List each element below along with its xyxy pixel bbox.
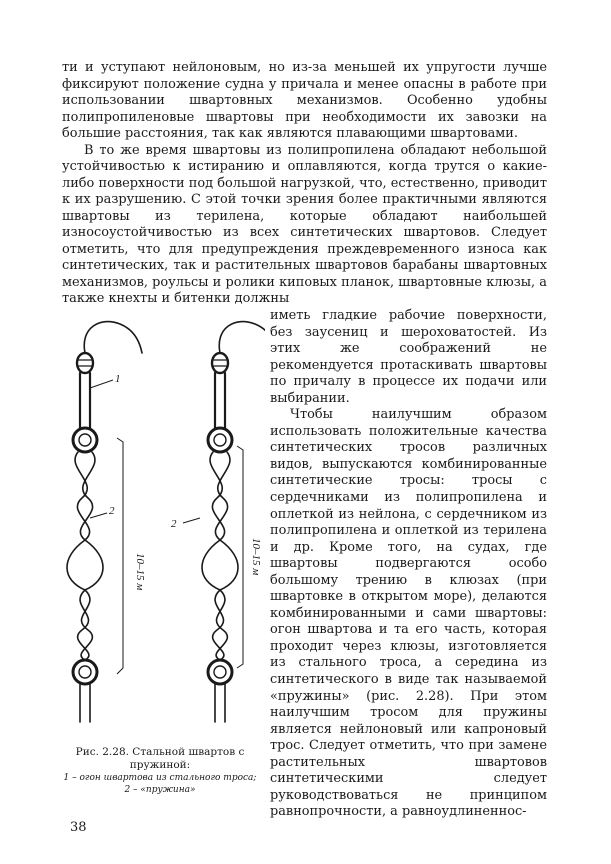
page-number: 38 — [70, 820, 87, 835]
mooring-line-drawing — [55, 318, 265, 728]
paragraph: ти и уступают нейлоновым, но из-за меньшей их упругости лучше фиксируют положение судна у причала и менее опасны в работе при использовании швартовных механизмов. Особенно удобны полипропиленовые швартовы при необходимости их завозки на большие расстояния, так как являются плавающими швартовами. — [62, 60, 547, 141]
paragraph: Чтобы наилучшим образом использовать положительные качества синтетических тросов различных видов, выпускаются комбинированные синтетические тросы: тросы с сердечниками из полипропилена и оплеткой из нейлона, с сердечником из полипропилена и оплеткой из терилена и др. Кроме того, на судах, где швартовы подвергаются особо большому трению в клюзах (при швартовке в открытом море), делаются комбинированными и сами швартовы: огон швартова и та его часть, которая проходит через клюзы, изготовляется из стального троса, а середина из синтетического в виде так называемой «пружины» (рис. 2.28). При этом наилучшим тросом для пружины является нейлоновый или капроновый трос. Следует отметить, что при замене растительных швартовов синтетическими следует руководствоваться не принципом равнопрочности, а равноудлиненнос- — [270, 407, 547, 820]
paragraph: иметь гладкие рабочие поверхности, без заусениц и шероховатостей. Из этих же соображений не рекомендуется протаскивать швартовы по причалу в процессе их подачи или выбирании. — [270, 308, 547, 406]
side-column-text — [270, 308, 547, 821]
full-width-text — [62, 60, 547, 308]
caption-legend: 1 – огон швартова из стального троса; 2 – «пружина» — [63, 773, 257, 795]
paragraph: В то же время швартовы из полипропилена обладают небольшой устойчивостью к истиранию и оплавляются, когда трутся о какие-либо поверхности под большой нагрузкой, что, естественно, приводит к их разрушению. С этой точки зрения более практичными являются швартовы из терилена, которые обладают наибольшей износоустойчивостью из всех синтетических швартовов. Следует отметить, что для предупреждения преждевременного износа как синтетических, так и растительных швартовов барабаны швартовных механизмов, роульсы и ролики киповых планок, швартовные клюзы, а также кнехты и битенки должны — [62, 142, 547, 306]
mooring-line-left — [67, 322, 142, 722]
figure-caption — [60, 746, 260, 796]
mooring-line-figure — [55, 318, 265, 728]
mooring-line-right — [202, 322, 265, 722]
length-left: 10–15 м — [134, 553, 146, 591]
label-1: 1 — [115, 373, 121, 385]
label-2-right: 2 — [171, 518, 177, 530]
label-2-left: 2 — [109, 505, 115, 517]
caption-title: Рис. 2.28. Стальной швартов с пружиной: — [75, 746, 245, 771]
length-right: 10–15 м — [250, 538, 262, 576]
